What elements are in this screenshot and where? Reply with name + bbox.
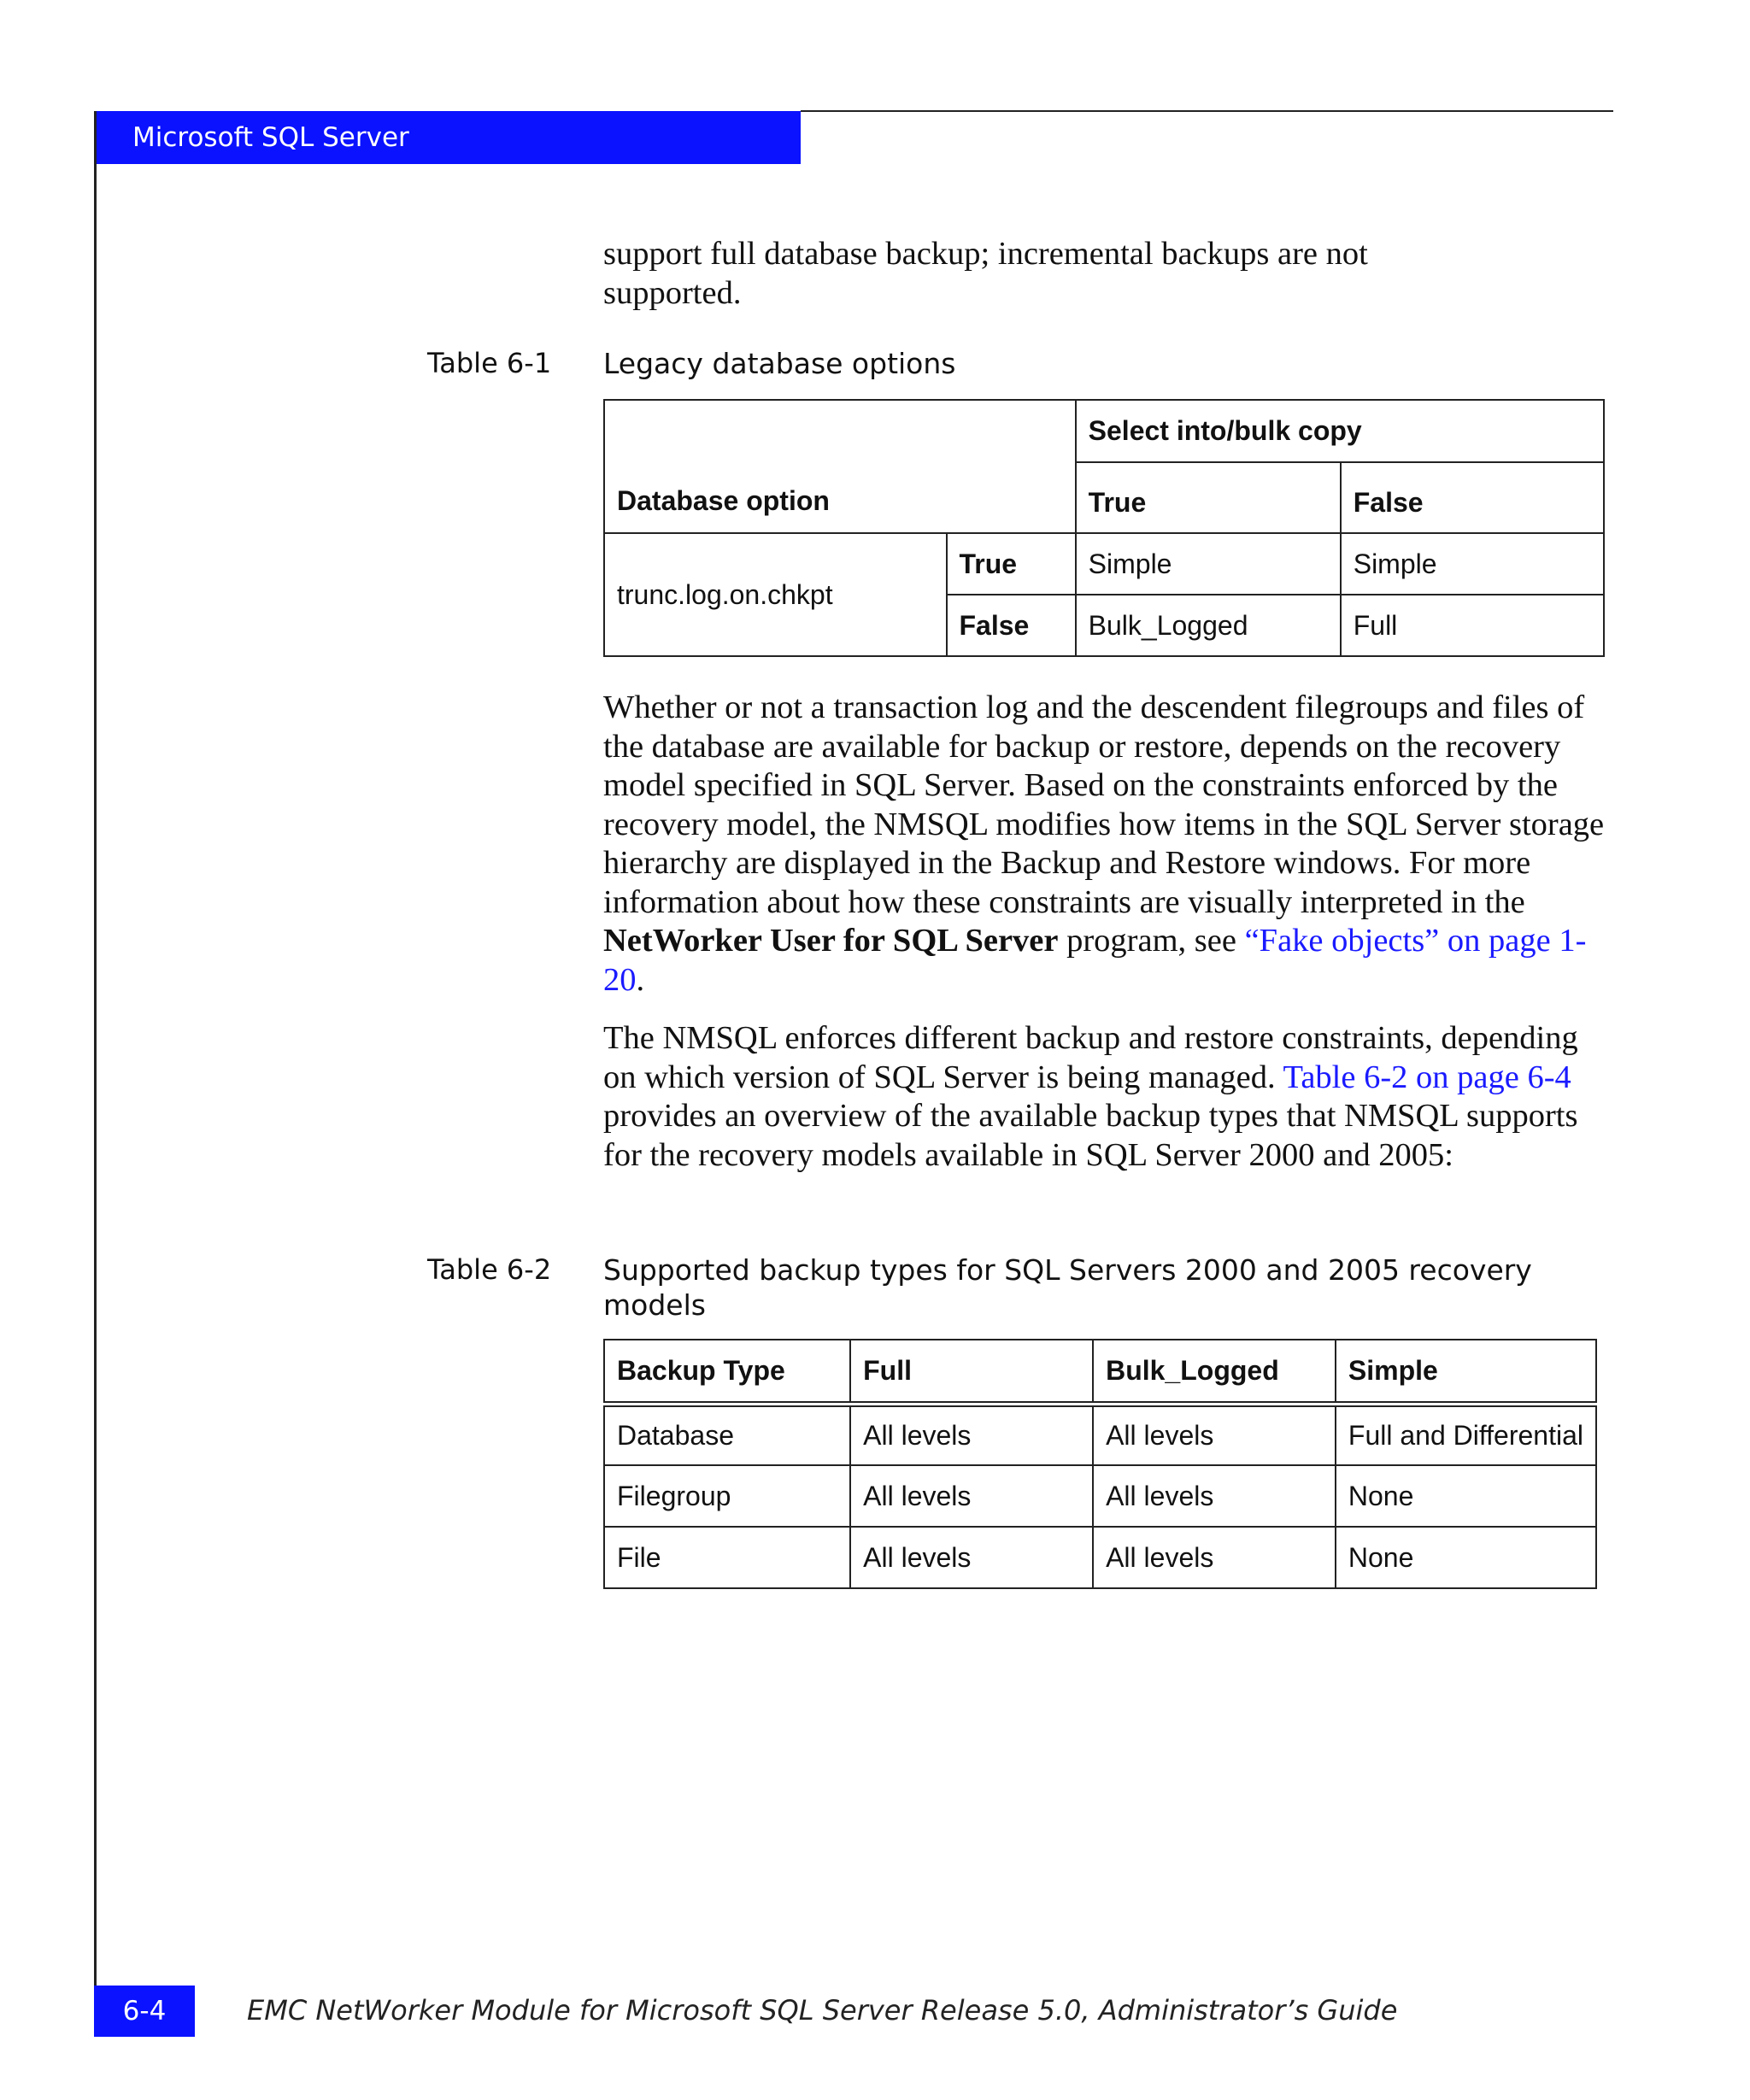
table-1-title: Legacy database options <box>603 347 956 380</box>
table-2-title: Supported backup types for SQL Servers 2000 and 2005 recovery models <box>603 1253 1532 1322</box>
table-cell: File <box>604 1527 850 1588</box>
table-2-label: Table 6-2 <box>427 1253 552 1286</box>
col-header-false: False <box>1341 462 1604 533</box>
table-cell: All levels <box>850 1527 1093 1588</box>
table-cell: Simple <box>1076 533 1341 595</box>
table-cell: Filegroup <box>604 1465 850 1527</box>
recovery-model-paragraph: Whether or not a transaction log and the descendent filegroups and files of the database are available for backup or restore, depends on the recovery model specified in SQL Server. Based on the constraints enforced by the recovery model, the NMSQL modifies how items in the SQL Server storage hierarchy are displayed in the Backup and Restore windows. For more information about how these constraints are visually interpreted in the NetWorker User for SQL Server program, see “Fake objects” on page 1-20. <box>603 689 1605 998</box>
option-name-cell: trunc.log.on.chkpt <box>604 533 947 656</box>
table-cell: Bulk_Logged <box>1076 595 1341 656</box>
fake-objects-link[interactable]: “Fake objects” on page 1-20 <box>603 923 1587 998</box>
table-1-label: Table 6-1 <box>427 347 552 379</box>
table-row <box>604 533 1604 595</box>
table-row <box>604 1404 1596 1465</box>
table-cell: None <box>1336 1465 1596 1527</box>
table-cell: All levels <box>1093 1465 1336 1527</box>
backup-types-table <box>603 1339 1597 1589</box>
table-cell: Full and Differential <box>1336 1404 1596 1465</box>
table-row <box>604 1527 1596 1588</box>
col-header-true: True <box>1076 462 1341 533</box>
row-key-cell: True <box>947 533 1076 595</box>
column-header: Simple <box>1336 1340 1596 1404</box>
table-cell: All levels <box>850 1465 1093 1527</box>
table-cell: Full <box>1341 595 1604 656</box>
intro-paragraph: support full database backup; incremental backups are not supported. <box>603 236 1368 311</box>
section-title: Microsoft SQL Server <box>132 122 409 153</box>
table-cell: None <box>1336 1527 1596 1588</box>
header-rule <box>801 110 1613 112</box>
group-header-cell: Select into/bulk copy <box>1076 400 1604 462</box>
column-header: Backup Type <box>604 1340 850 1404</box>
column-header: Full <box>850 1340 1093 1404</box>
legacy-options-table <box>603 399 1605 657</box>
table-cell: All levels <box>1093 1404 1336 1465</box>
column-header: Bulk_Logged <box>1093 1340 1336 1404</box>
running-header <box>95 111 801 164</box>
constraints-paragraph: The NMSQL enforces different backup and restore constraints, depending on which version of SQL Server is being managed. Table 6-2 on page 6-4 provides an overview of the available backup types that NMSQL supports for the recovery models available in SQL Server 2000 and 2005: <box>603 1020 1578 1173</box>
page-number: 6-4 <box>94 1986 195 2037</box>
left-margin-rule <box>94 111 97 2035</box>
table-row <box>604 1465 1596 1527</box>
table-cell: All levels <box>1093 1527 1336 1588</box>
table-6-2-link[interactable]: Table 6-2 on page 6-4 <box>1283 1059 1571 1095</box>
table-cell: All levels <box>850 1404 1093 1465</box>
program-name: NetWorker User for SQL Server <box>603 923 1059 959</box>
footer-doc-title: EMC NetWorker Module for Microsoft SQL Server Release 5.0, Administrator’s Guide <box>247 1994 1398 2027</box>
row-key-cell: False <box>947 595 1076 656</box>
table-cell: Database <box>604 1404 850 1465</box>
table-header-row <box>604 1340 1596 1404</box>
table-cell: Simple <box>1341 533 1604 595</box>
row-header-cell: Database option <box>604 400 1076 533</box>
